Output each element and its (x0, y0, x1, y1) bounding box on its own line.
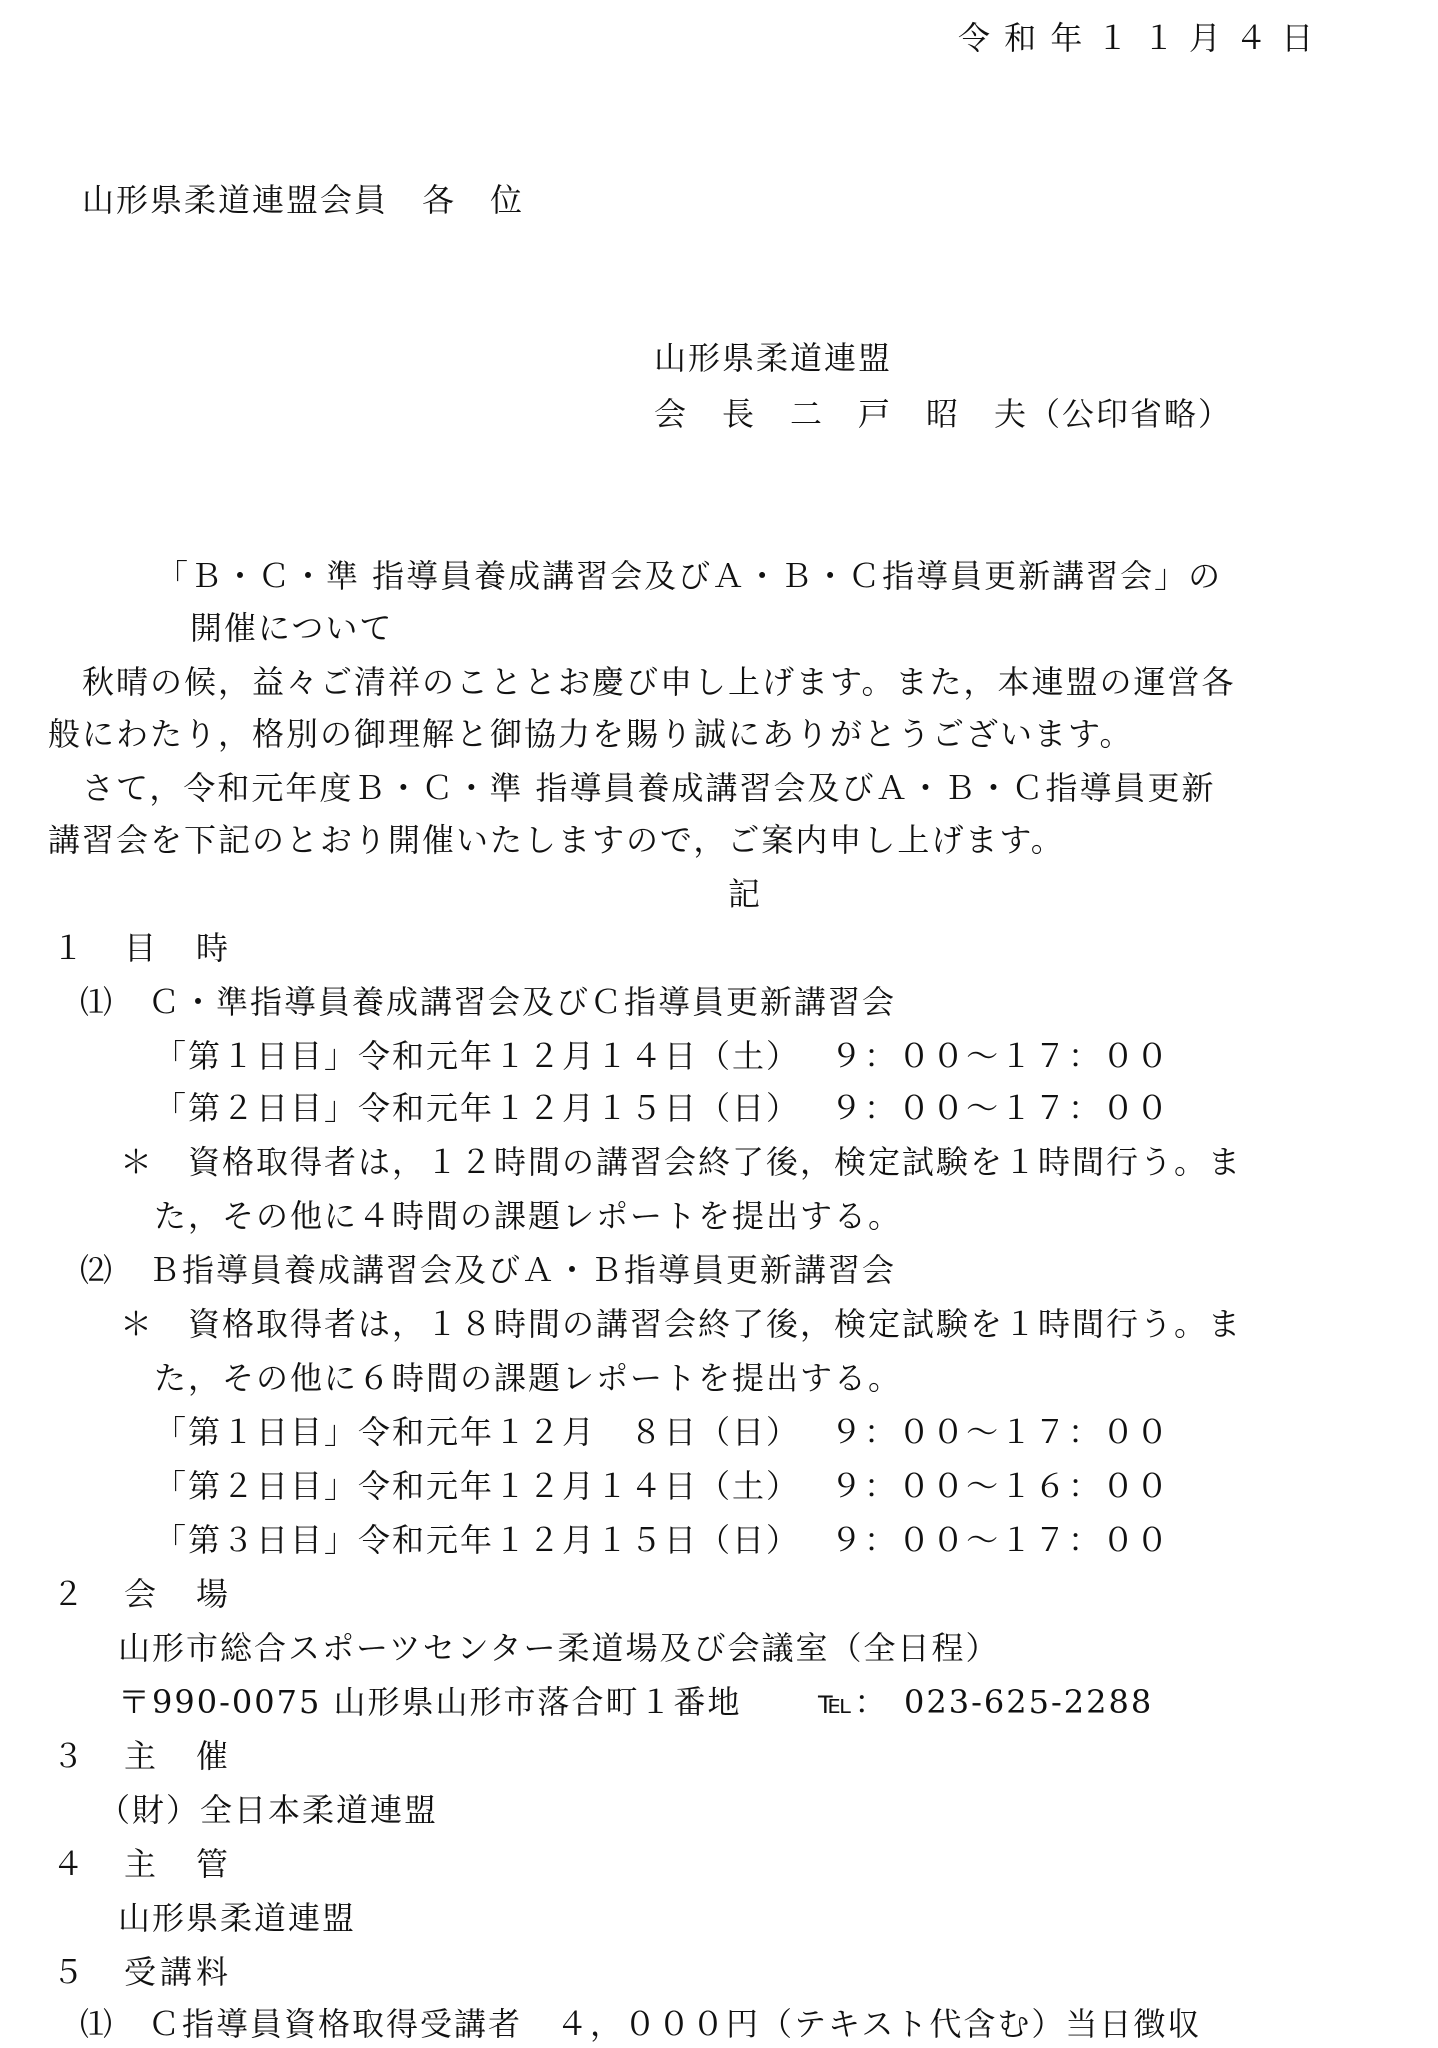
section-2-tel-number: 023-625-2288 (904, 1683, 1154, 1721)
announcement-paragraph-line1: さて，令和元年度Ｂ・Ｃ・準 指導員養成講習会及びＡ・Ｂ・Ｃ指導員更新 (82, 769, 1216, 807)
section-2-address: 〒990-0075 山形県山形市落合町１番地 (118, 1683, 742, 1721)
section-1-2-day1: 「第１日目」令和元年１２月 ８日（日） ９：００～１７：００ (154, 1413, 1171, 1451)
section-4-organizer: 山形県柔道連盟 (118, 1899, 357, 1937)
document-title-line2: 開催について (190, 609, 394, 647)
greeting-paragraph-line2: 般にわたり，格別の御理解と御協力を賜り誠にありがとうございます。 (48, 715, 1134, 753)
section-1-2-heading: ⑵ Ｂ指導員養成講習会及びＡ・Ｂ指導員更新講習会 (80, 1251, 897, 1289)
section-2-tel-label: ℡： (818, 1683, 889, 1721)
section-1-1-day2: 「第２日目」令和元年１２月１５日（日） ９：００～１７：００ (154, 1089, 1171, 1127)
section-3-heading: ３ 主 催 (52, 1737, 233, 1775)
section-1-2-note-line2: た，その他に６時間の課題レポートを提出する。 (154, 1359, 903, 1397)
section-4-heading: ４ 主 管 (52, 1845, 233, 1883)
sender-organization: 山形県柔道連盟 (654, 339, 893, 377)
section-1-2-day3: 「第３日目」令和元年１２月１５日（日） ９：００～１７：００ (154, 1521, 1171, 1559)
section-1-1-note-line2: た，その他に４時間の課題レポートを提出する。 (154, 1197, 903, 1235)
section-2-venue: 山形市総合スポーツセンター柔道場及び会議室（全日程） (118, 1629, 1000, 1667)
greeting-paragraph-line1: 秋晴の候，益々ご清祥のこととお慶び申し上げます。また，本連盟の運営各 (82, 663, 1236, 701)
issue-date: 令 和 年 １ １ 月 ４ 日 (958, 19, 1316, 57)
announcement-paragraph-line2: 講習会を下記のとおり開催いたしますので，ご案内申し上げます。 (48, 821, 1065, 859)
section-1-heading: １ 目 時 (52, 929, 233, 967)
section-1-2-note-line1: ＊ 資格取得者は，１８時間の講習会終了後，検定試験を１時間行う。ま (120, 1305, 1243, 1343)
section-2-heading: ２ 会 場 (52, 1575, 233, 1613)
section-3-organizer: （財）全日本柔道連盟 (98, 1791, 439, 1829)
section-1-1-heading: ⑴ Ｃ・準指導員養成講習会及びＣ指導員更新講習会 (80, 983, 897, 1021)
ki-heading: 記 (728, 875, 763, 913)
section-1-2-day2: 「第２日目」令和元年１２月１４日（土） ９：００～１６：００ (154, 1467, 1171, 1505)
addressee: 山形県柔道連盟会員 各 位 (82, 181, 525, 219)
section-1-1-day1: 「第１日目」令和元年１２月１４日（土） ９：００～１７：００ (154, 1037, 1171, 1075)
section-5-1-fee: ⑴ Ｃ指導員資格取得受講者 ４，０００円（テキスト代含む）当日徴収 (80, 2005, 1202, 2043)
section-1-1-note-line1: ＊ 資格取得者は，１２時間の講習会終了後，検定試験を１時間行う。ま (120, 1143, 1243, 1181)
document-title-line1: 「Ｂ・Ｃ・準 指導員養成講習会及びＡ・Ｂ・Ｃ指導員更新講習会」の (156, 557, 1223, 595)
section-5-heading: ５ 受講料 (52, 1953, 233, 1991)
sender-name: 会 長 二 戸 昭 夫（公印省略） (654, 395, 1233, 433)
